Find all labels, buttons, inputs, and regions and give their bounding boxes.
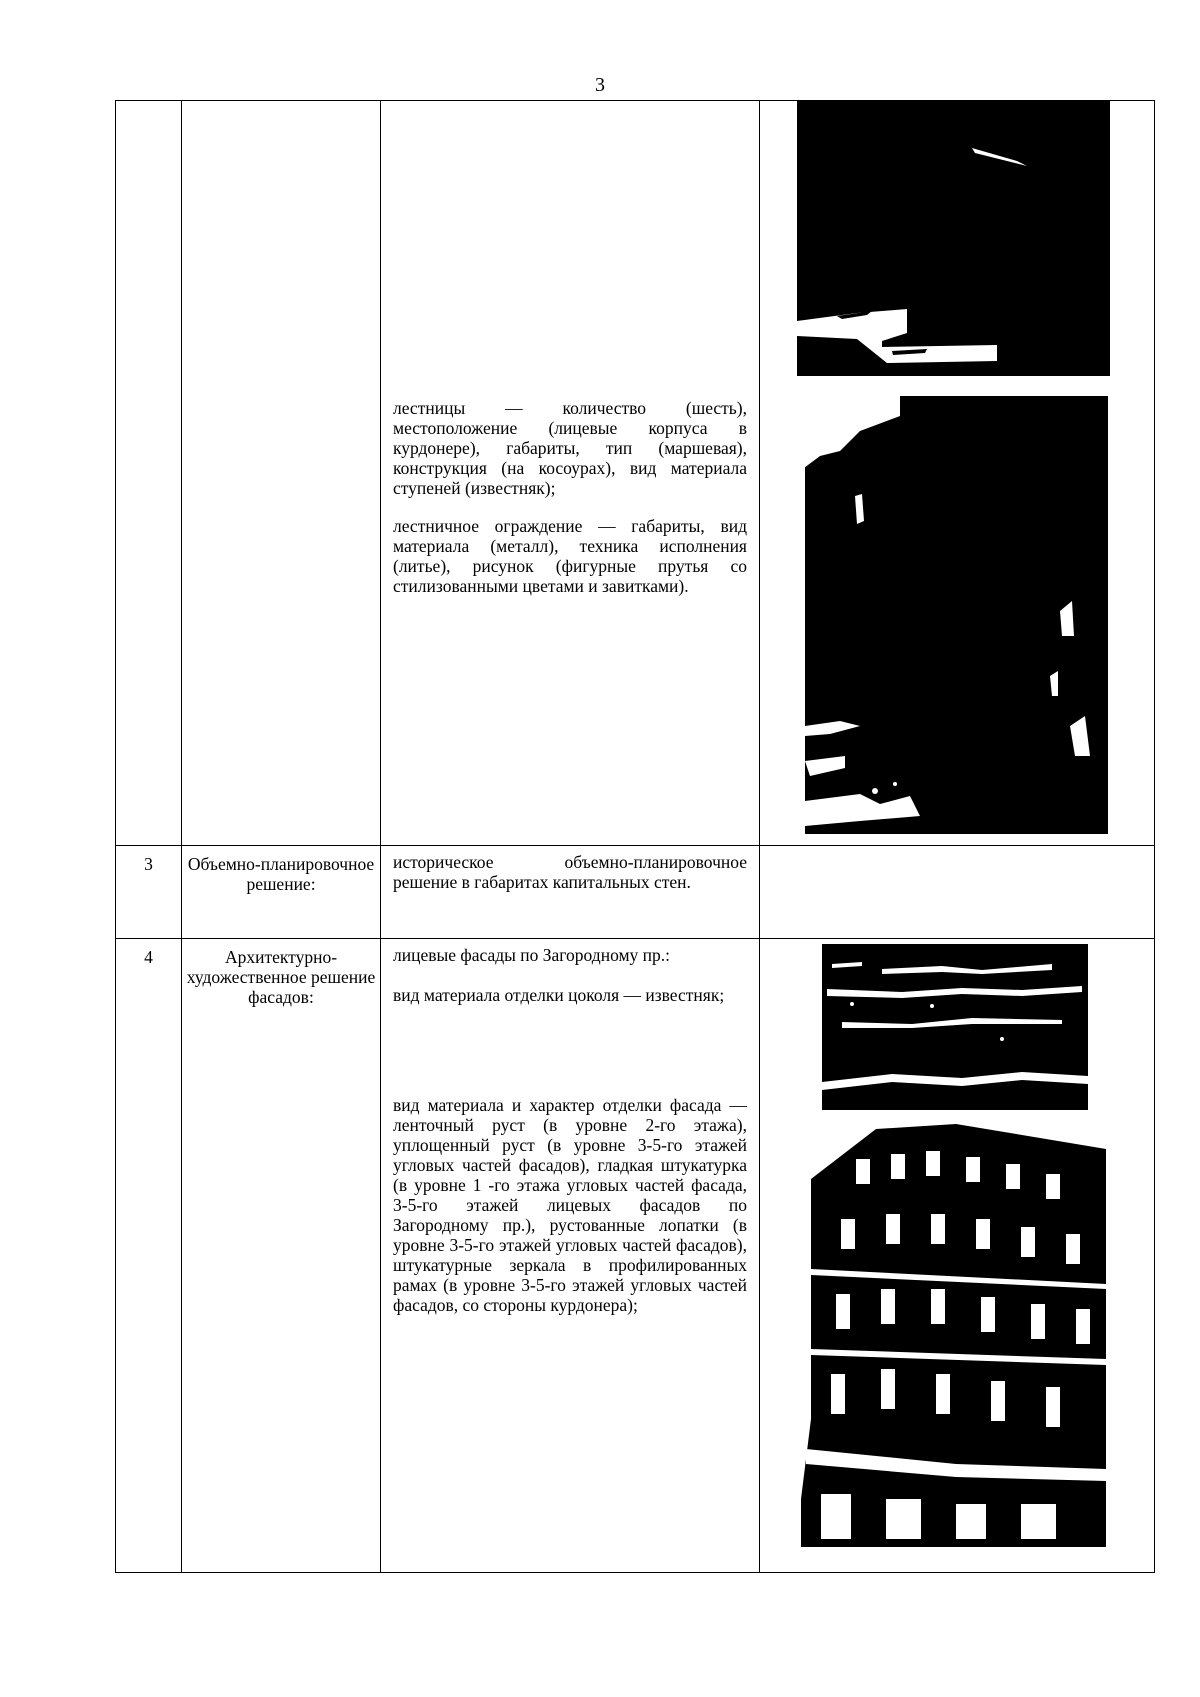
stair-railing-paragraph: лестничное ограждение — габариты, вид материала (металл), техника исполнения (литье), рисунок (фигурные прутья со стилизованными цветами и завитками). [393, 516, 747, 596]
row-number-cell: 3 [116, 846, 182, 939]
row-title-cell [182, 101, 381, 846]
staircase-photo-2 [800, 396, 1108, 834]
table-row [116, 101, 1155, 846]
staircase-paragraph: лестницы — количество (шесть), местоположение (лицевые корпуса в курдонере), габариты, тип (маршевая), конструкция (на косоурах), вид материала ступеней (известняк); [393, 398, 747, 498]
photo-cell [760, 101, 1155, 846]
facades-heading-paragraph: лицевые фасады по Загородному пр.: [393, 945, 671, 965]
plinth-material-paragraph: вид материала отделки цоколя — известняк; [393, 985, 725, 1005]
facade-finish-paragraph: вид материала и характер отделки фасада — ленточный руст (в уровне 2-го этажа), уплощенный руст (в уровне 3-5-го этажей угловых частей фасадов), гладкая штукатурка (в уровне 1 -го этажа угловых частей фасада, 3-5-го этажей лицевых фасадов по Загородному пр.), рустованные лопатки (в уровне 3-5-го этажей угловых частей фасадов), штукатурные зеркала в профилированных рамах (в уровне 3-5-го этажей угловых частей фасадов, со стороны курдонера); [393, 1095, 747, 1315]
row-number-cell [116, 101, 182, 846]
photo-cell [760, 846, 1155, 939]
row-title-cell: Архитектурно-художественное решение фасадов: [182, 939, 381, 1573]
description-cell [381, 846, 760, 939]
photo-cell [760, 939, 1155, 1573]
staircase-photo-1 [797, 101, 1110, 376]
volume-planning-paragraph: историческое объемно-планировочное решение в габаритах капитальных стен. [393, 852, 747, 892]
protected-elements-table [115, 100, 1155, 1573]
table-row [116, 939, 1155, 1573]
page-number: 3 [595, 74, 605, 96]
table-row [116, 846, 1155, 939]
description-cell [381, 101, 760, 846]
row-title-cell: Объемно-планировочное решение: [182, 846, 381, 939]
description-cell [381, 939, 760, 1573]
plinth-photo [822, 944, 1088, 1110]
facade-photo [796, 1119, 1106, 1547]
row-number-cell: 4 [116, 939, 182, 1573]
